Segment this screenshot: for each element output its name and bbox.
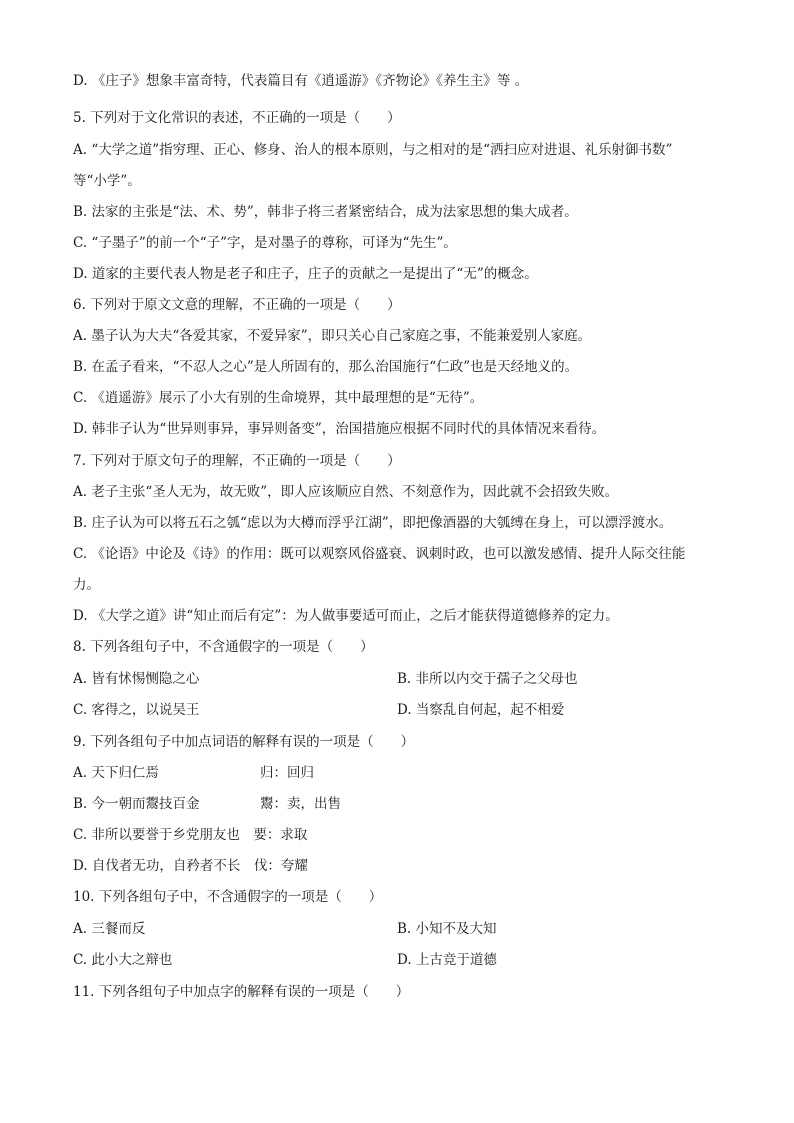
option-line: A. 老子主张“圣人无为，故无败”，即人应该顺应自然、不刻意作为，因此就不会招致失败。 (73, 484, 619, 500)
option-b: B. 非所以内交于孺子之父母也 (397, 671, 578, 687)
question-stem-6: 6. 下列对于原文文意的理解，不正确的一项是（ ） (73, 297, 401, 313)
option-line: D. 《庄子》想象丰富奇特，代表篇目有《逍遥游》《齐物论》《养生主》等 。 (73, 73, 529, 89)
option-line: D. 《大学之道》讲“知止而后有定”：为人做事要适可而止，之后才能获得道德修养的定力。 (73, 608, 619, 624)
question-stem-11: 11. 下列各组句子中加点字的解释有误的一项是（ ） (73, 984, 410, 1000)
option-a: A. 皆有怵惕恻隐之心 (73, 671, 200, 687)
option-line: B. 在孟子看来，“不忍人之心”是人所固有的，那么治国施行“仁政”也是天经地义的。 (73, 359, 579, 375)
option-line: C. 《逍遥游》展示了小大有别的生命境界，其中最理想的是“无待”。 (73, 390, 484, 406)
option-d: D. 自伐者无功，自矜者不长 伐：夸耀 (73, 858, 308, 874)
option-line: D. 韩非子认为“世异则事异，事异则备变”，治国措施应根据不同时代的具体情况来看待。 (73, 421, 606, 437)
option-d: D. 当察乱自何起，起不相爱 (397, 702, 565, 718)
question-stem-10: 10. 下列各组句子中，不含通假字的一项是（ ） (73, 889, 383, 905)
option-a-definition: 归：回归 (260, 765, 314, 781)
option-line: C. “子墨子”的前一个“子”字，是对墨子的尊称，可译为“先生”。 (73, 235, 457, 251)
question-stem-8: 8. 下列各组句子中，不含通假字的一项是（ ） (73, 639, 374, 655)
option-c: C. 客得之，以说吴王 (73, 702, 200, 718)
option-line: 等“小学”。 (73, 173, 141, 189)
question-stem-7: 7. 下列对于原文句子的理解，不正确的一项是（ ） (73, 453, 401, 469)
option-line: B. 法家的主张是“法、术、势”，韩非子将三者紧密结合，成为法家思想的集大成者。 (73, 204, 578, 220)
option-line: A. 墨子认为大夫“各爱其家，不爱异家”，即只关心自己家庭之事，不能兼爱别人家庭。 (73, 328, 592, 344)
option-b: B. 小知不及大知 (397, 921, 497, 937)
option-line: D. 道家的主要代表人物是老子和庄子，庄子的贡献之一是提出了“无”的概念。 (73, 266, 538, 282)
option-c: C. 此小大之辩也 (73, 952, 173, 968)
option-line: B. 庄子认为可以将五石之瓠“虑以为大樽而浮乎江湖”，即把像酒器的大瓠缚在身上，可以漂浮渡水。 (73, 515, 673, 531)
option-line: 力。 (73, 577, 100, 593)
option-a: A. 天下归仁焉 (73, 765, 159, 781)
option-line: A. “大学之道”指穷理、正心、修身、治人的根本原则，与之相对的是“洒扫应对进退、礼乐射御书数” (73, 142, 673, 158)
question-stem-9: 9. 下列各组句子中加点词语的解释有误的一项是（ ） (73, 734, 415, 750)
option-c: C. 非所以要誉于乡党朋友也 要：求取 (73, 827, 308, 843)
question-stem-5: 5. 下列对于文化常识的表述，不正确的一项是（ ） (73, 110, 401, 126)
option-a: A. 三餐而反 (73, 921, 146, 937)
option-b-definition: 鬻：卖，出售 (260, 796, 341, 812)
option-line: C. 《论语》中论及《诗》的作用：既可以观察风俗盛衰、讽刺时政，也可以激发感情、提升人际交往能 (73, 546, 686, 562)
option-d: D. 上古竞于道德 (397, 952, 497, 968)
option-b: B. 今一朝而鬻技百金 (73, 796, 200, 812)
